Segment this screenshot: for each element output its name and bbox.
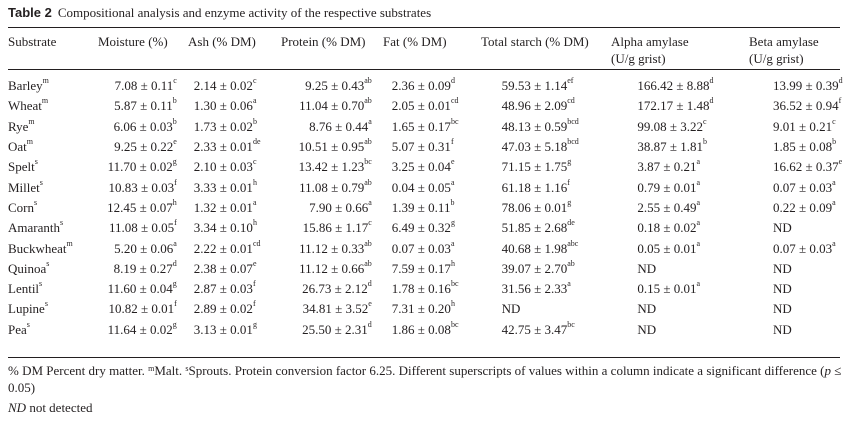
cell-ash: 1.32 ± 0.01$^a$ bbox=[193, 197, 257, 215]
cell-moisture: 8.19 ± 0.27$^d$ bbox=[113, 258, 177, 276]
table-row bbox=[8, 238, 853, 258]
cell-fat: 3.25 ± 0.04$^e$ bbox=[391, 157, 455, 175]
table-row bbox=[8, 177, 853, 197]
cell-fat: 1.65 ± 0.17$^{bc}$ bbox=[391, 116, 459, 134]
cell-protein: 25.50 ± 2.31$^d$ bbox=[302, 319, 372, 337]
footnote-abbreviations: % DM Percent dry matter. $^m$Malt. $^s$Sprouts. Protein conversion factor 6.25. Different superscripts of values within a column indicate a significant difference (p ≤ 0.05) bbox=[8, 363, 842, 395]
cell-starch: 39.07 ± 2.70$^{ab}$ bbox=[501, 258, 575, 276]
top-rule bbox=[8, 27, 840, 28]
cell-starch: 78.06 ± 0.01$^g$ bbox=[501, 197, 572, 215]
cell-protein: 8.76 ± 0.44$^a$ bbox=[309, 116, 372, 134]
table-row bbox=[8, 137, 853, 157]
table-title: Compositional analysis and enzyme activity of the respective substrates bbox=[57, 5, 432, 20]
cell-starch: 51.85 ± 2.68de bbox=[501, 218, 575, 236]
data-table bbox=[8, 76, 853, 340]
cell-fat: 1.39 ± 0.11$^b$ bbox=[391, 197, 455, 215]
cell-ash: 1.30 ± 0.06$^a$ bbox=[193, 96, 257, 114]
table-row bbox=[8, 259, 853, 279]
cell-fat: 0.07 ± 0.03$^a$ bbox=[391, 238, 455, 256]
header-rule bbox=[8, 69, 840, 70]
header-substrate: Substrate bbox=[8, 34, 57, 49]
cell-moisture: 11.60 ± 0.04$^g$ bbox=[107, 279, 177, 297]
cell-substrate: Spelt$^s$ bbox=[8, 157, 38, 175]
header-fat: Fat (% DM) bbox=[383, 34, 447, 49]
cell-starch: 40.68 ± 1.98$^{abc}$ bbox=[501, 238, 579, 256]
cell-alpha-amylase: 166.42 ± 8.88$^d$ bbox=[637, 76, 714, 94]
cell-protein: 7.90 ± 0.66$^a$ bbox=[309, 197, 372, 215]
cell-beta-amylase: ND bbox=[773, 301, 792, 317]
cell-moisture: 5.20 ± 0.06$^a$ bbox=[114, 238, 177, 256]
cell-alpha-amylase: 3.87 ± 0.21$^a$ bbox=[637, 157, 701, 175]
cell-protein: 9.25 ± 0.43$^{ab}$ bbox=[305, 76, 372, 94]
cell-ash: 2.38 ± 0.07$^e$ bbox=[193, 258, 257, 276]
cell-alpha-amylase: 99.08 ± 3.22$^c$ bbox=[637, 116, 707, 134]
cell-beta-amylase: ND bbox=[773, 220, 792, 236]
cell-moisture: 11.70 ± 0.02$^g$ bbox=[107, 157, 177, 175]
cell-beta-amylase: ND bbox=[773, 321, 792, 337]
cell-ash: 3.13 ± 0.01$^g$ bbox=[193, 319, 257, 337]
cell-alpha-amylase: ND bbox=[637, 321, 657, 337]
cell-fat: 2.36 ± 0.09$^d$ bbox=[391, 76, 455, 94]
cell-beta-amylase: 0.07 ± 0.03$^a$ bbox=[773, 177, 836, 195]
cell-substrate: Rye$^m$ bbox=[8, 116, 35, 134]
cell-beta-amylase: 0.07 ± 0.03$^a$ bbox=[773, 238, 836, 256]
cell-alpha-amylase: ND bbox=[637, 260, 657, 276]
cell-starch: ND bbox=[501, 301, 521, 317]
cell-substrate: Barley$^m$ bbox=[8, 76, 49, 94]
cell-alpha-amylase: 0.15 ± 0.01$^a$ bbox=[637, 279, 701, 297]
cell-fat: 1.86 ± 0.08$^{bc}$ bbox=[391, 319, 459, 337]
cell-alpha-amylase: 0.79 ± 0.01$^a$ bbox=[637, 177, 701, 195]
cell-fat: 0.04 ± 0.05$^a$ bbox=[391, 177, 455, 195]
cell-moisture: 6.06 ± 0.03$^b$ bbox=[113, 116, 177, 134]
table-row bbox=[8, 218, 853, 238]
header-moisture: Moisture (%) bbox=[98, 34, 168, 49]
cell-substrate: Corn$^s$ bbox=[8, 197, 38, 215]
cell-fat: 1.78 ± 0.16$^{bc}$ bbox=[391, 279, 459, 297]
cell-ash: 2.87 ± 0.03$^f$ bbox=[193, 279, 256, 297]
cell-beta-amylase: 1.85 ± 0.08$^b$ bbox=[773, 137, 837, 155]
footnote-nd: ND not detected bbox=[8, 400, 93, 415]
table-row bbox=[8, 157, 853, 177]
table-row bbox=[8, 320, 853, 340]
cell-beta-amylase: ND bbox=[773, 281, 792, 297]
cell-starch: 61.18 ± 1.16$^f$ bbox=[501, 177, 570, 195]
cell-fat: 7.31 ± 0.20$^h$ bbox=[391, 299, 455, 317]
cell-fat: 2.05 ± 0.01$^{cd}$ bbox=[391, 96, 459, 114]
cell-substrate: Amaranth$^s$ bbox=[8, 218, 64, 236]
cell-alpha-amylase: 38.87 ± 1.81$^b$ bbox=[637, 137, 707, 155]
table-number: Table 2 bbox=[8, 5, 52, 20]
cell-beta-amylase: ND bbox=[773, 260, 792, 276]
cell-moisture: 9.25 ± 0.22$^e$ bbox=[114, 137, 177, 155]
cell-beta-amylase: 16.62 ± 0.37$^e$ bbox=[773, 157, 843, 175]
cell-starch: 59.53 ± 1.14$^{ef}$ bbox=[501, 76, 574, 94]
cell-ash: 2.14 ± 0.02$^c$ bbox=[193, 76, 257, 94]
cell-moisture: 10.83 ± 0.03$^f$ bbox=[108, 177, 177, 195]
cell-starch: 42.75 ± 3.47$^{bc}$ bbox=[501, 319, 575, 337]
cell-ash: 3.33 ± 0.01$^h$ bbox=[193, 177, 257, 195]
cell-starch: 31.56 ± 2.33$^a$ bbox=[501, 279, 571, 297]
cell-substrate: Oat$^m$ bbox=[8, 137, 34, 155]
cell-substrate: Pea$^s$ bbox=[8, 319, 30, 337]
cell-alpha-amylase: 0.05 ± 0.01$^a$ bbox=[637, 238, 701, 256]
cell-substrate: Lupine$^s$ bbox=[8, 299, 48, 317]
cell-protein: 11.12 ± 0.66$^{ab}$ bbox=[299, 258, 372, 276]
cell-beta-amylase: 9.01 ± 0.21$^c$ bbox=[773, 116, 836, 134]
cell-alpha-amylase: 172.17 ± 1.48$^d$ bbox=[637, 96, 714, 114]
header-protein: Protein (% DM) bbox=[281, 34, 366, 49]
cell-ash: 2.89 ± 0.02$^f$ bbox=[193, 299, 256, 317]
cell-protein: 11.12 ± 0.33$^{ab}$ bbox=[299, 238, 372, 256]
table-row bbox=[8, 299, 853, 319]
cell-fat: 6.49 ± 0.32$^g$ bbox=[391, 218, 455, 236]
cell-starch: 48.96 ± 2.09$^{cd}$ bbox=[501, 96, 575, 114]
table-caption bbox=[8, 5, 431, 21]
cell-moisture: 11.08 ± 0.05$^f$ bbox=[108, 218, 177, 236]
table-row bbox=[8, 117, 853, 137]
cell-starch: 47.03 ± 5.18$^{bcd}$ bbox=[501, 137, 579, 155]
cell-ash: 2.10 ± 0.03$^c$ bbox=[193, 157, 257, 175]
cell-alpha-amylase: ND bbox=[637, 301, 657, 317]
header-beta-amylase: Beta amylase (U/g grist) bbox=[749, 34, 819, 66]
cell-alpha-amylase: 0.18 ± 0.02$^a$ bbox=[637, 218, 701, 236]
cell-starch: 48.13 ± 0.59$^{bcd}$ bbox=[501, 116, 579, 134]
cell-protein: 11.08 ± 0.79$^{ab}$ bbox=[299, 177, 372, 195]
table-body bbox=[8, 76, 853, 340]
bottom-rule bbox=[8, 357, 840, 358]
cell-starch: 71.15 ± 1.75$^g$ bbox=[501, 157, 572, 175]
cell-substrate: Buckwheat$^m$ bbox=[8, 238, 73, 256]
cell-protein: 26.73 ± 2.12$^d$ bbox=[302, 279, 372, 297]
table-row bbox=[8, 96, 853, 116]
cell-beta-amylase: 13.99 ± 0.39$^d$ bbox=[773, 76, 843, 94]
cell-alpha-amylase: 2.55 ± 0.49$^a$ bbox=[637, 197, 701, 215]
cell-protein: 13.42 ± 1.23$^{bc}$ bbox=[298, 157, 372, 175]
cell-moisture: 7.08 ± 0.11$^c$ bbox=[114, 76, 177, 94]
cell-moisture: 12.45 ± 0.07$^h$ bbox=[107, 197, 177, 215]
cell-substrate: Lentil$^s$ bbox=[8, 279, 43, 297]
cell-ash: 1.73 ± 0.02$^b$ bbox=[193, 116, 257, 134]
cell-moisture: 5.87 ± 0.11$^b$ bbox=[114, 96, 177, 114]
cell-substrate: Wheat$^m$ bbox=[8, 96, 49, 114]
cell-protein: 11.04 ± 0.70$^{ab}$ bbox=[299, 96, 372, 114]
table-row bbox=[8, 279, 853, 299]
cell-fat: 7.59 ± 0.17$^h$ bbox=[391, 258, 455, 276]
cell-moisture: 10.82 ± 0.01$^f$ bbox=[108, 299, 177, 317]
table-row bbox=[8, 76, 853, 96]
cell-substrate: Quinoa$^s$ bbox=[8, 258, 50, 276]
cell-protein: 10.51 ± 0.95$^{ab}$ bbox=[298, 137, 372, 155]
cell-moisture: 11.64 ± 0.02$^g$ bbox=[107, 319, 177, 337]
cell-protein: 34.81 ± 3.52$^e$ bbox=[302, 299, 372, 317]
cell-protein: 15.86 ± 1.17$^c$ bbox=[302, 218, 372, 236]
header-alpha-amylase: Alpha amylase (U/g grist) bbox=[611, 34, 689, 66]
cell-fat: 5.07 ± 0.31$^f$ bbox=[391, 137, 454, 155]
cell-substrate: Millet$^s$ bbox=[8, 177, 43, 195]
cell-ash: 2.33 ± 0.01de bbox=[193, 137, 261, 155]
cell-beta-amylase: 36.52 ± 0.94$^f$ bbox=[773, 96, 842, 114]
header-starch: Total starch (% DM) bbox=[481, 34, 589, 49]
header-ash: Ash (% DM) bbox=[188, 34, 256, 49]
cell-ash: 2.22 ± 0.01$^{cd}$ bbox=[193, 238, 261, 256]
table-row bbox=[8, 198, 853, 218]
cell-beta-amylase: 0.22 ± 0.09$^a$ bbox=[773, 197, 836, 215]
cell-ash: 3.34 ± 0.10$^h$ bbox=[193, 218, 257, 236]
